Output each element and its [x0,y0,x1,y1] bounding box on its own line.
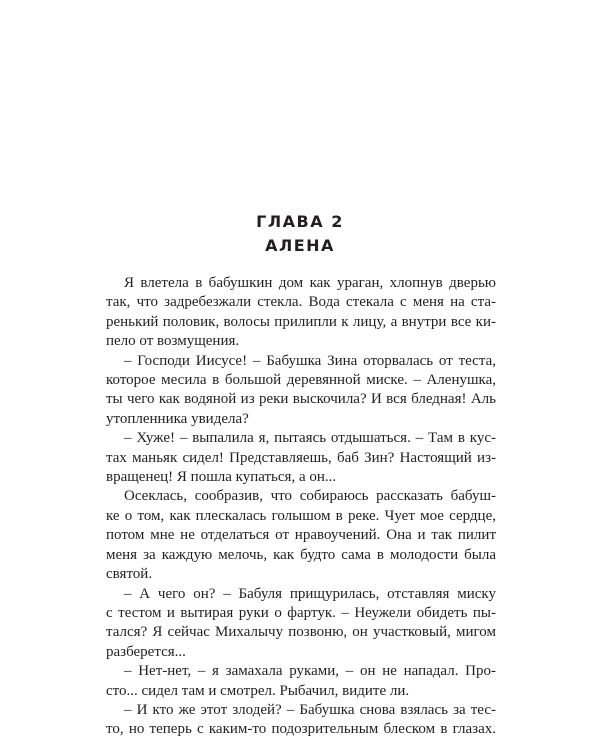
text-line: разберется... [106,643,186,660]
paragraph [106,585,496,663]
text-line: сто... сидел там и смотрел. Рыбачил, видите ли. [106,682,410,699]
paragraph [106,429,496,487]
text-line: – И кто же этот злодей? – Бабушка снова взялась за тес- [124,701,496,718]
text-line: святой. [106,566,153,583]
chapter-number: ГЛАВА 2 [256,212,344,231]
text-line: ренький половик, волосы прилипли к лицу, а внутри все ки- [106,313,496,330]
text-line: которое месила в большой деревянной миске. – Аленушка, [106,372,496,389]
paragraph [106,701,496,740]
paragraph [106,352,496,430]
text-line: ке о том, как плескалась голышом в реке. Чует мое сердце, [106,507,496,524]
paragraph [106,662,496,701]
text-line: утопленника увидела? [106,410,249,427]
text-line: – Господи Иисусе! – Бабушка Зина оторвалась от теста, [124,352,496,369]
text-line: тах маньяк сидел! Представляешь, баб Зин? Настоящий из- [106,449,496,466]
paragraph [106,274,496,352]
paragraph [106,487,496,584]
text-line: с тестом и вытирая руки о фартук. – Неужели обидеть пы- [106,604,496,621]
chapter-title: АЛЕНА [265,236,335,255]
text-line: Осеклась, сообразив, что собираюсь рассказать бабуш- [124,488,496,505]
text-line: – Нет-нет, – я замахала руками, – он не нападал. Про- [124,663,496,680]
text-line: – Хуже! – выпалила я, пытаясь отдышаться. – Там в кус- [124,430,496,447]
text-line: Я влетела в бабушкин дом как ураган, хлопнув дверью [124,275,496,291]
text-line: тался? Я сейчас Михалычу позвоню, он участковый, мигом [106,624,496,641]
text-line: то, но теперь с каким-то подозрительным блеском в глазах. [106,721,496,738]
text-line: пело от возмущения. [106,333,240,350]
chapter-body [106,274,496,740]
text-line: так, что задребезжали стекла. Вода стекала с меня на ста- [106,294,496,311]
text-line: потом мне не отделаться от нравоучений. Она и так пилит [106,527,496,544]
text-line: меня за каждую мелочь, как будто сама в молодости была [106,546,496,563]
text-line: – А чего он? – Бабуля прищурилась, отставляя миску [124,585,496,602]
text-line: ты чего как водяной из реки выскочила? И вся бледная! Аль [106,391,496,408]
text-line: вращенец! Я пошла купаться, а он... [106,469,337,486]
